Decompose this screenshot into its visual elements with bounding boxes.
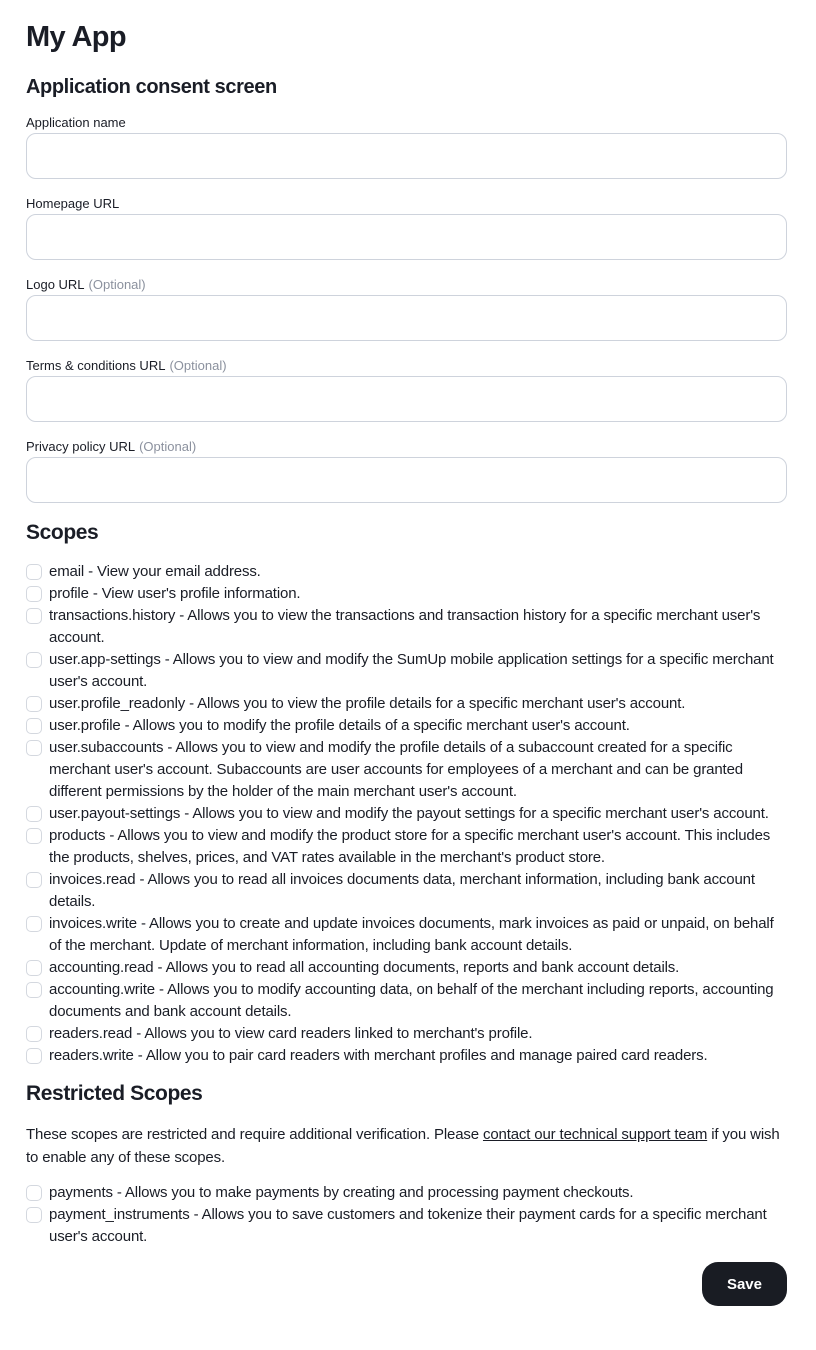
- restricted-scopes-list: [26, 1182, 787, 1248]
- field-logo-url: [26, 277, 787, 341]
- scope-checkbox[interactable]: [26, 1185, 42, 1201]
- contact-support-link[interactable]: contact our technical support team: [482, 1126, 708, 1143]
- scope-item: [26, 1204, 787, 1248]
- save-button[interactable]: Save: [702, 1262, 787, 1306]
- consent-screen-section-title: Application consent screen: [26, 76, 277, 98]
- scope-checkbox[interactable]: [26, 1026, 42, 1042]
- scope-label: readers.write - Allow you to pair card readers with merchant profiles and manage paired card readers.: [49, 1047, 708, 1064]
- terms-url-input[interactable]: [26, 376, 787, 422]
- scope-item: [26, 693, 787, 715]
- scope-checkbox[interactable]: [26, 1207, 42, 1223]
- scope-item: [26, 825, 787, 869]
- scope-item: [26, 979, 787, 1023]
- scope-label: email - View your email address.: [49, 563, 261, 580]
- scope-label: products - Allows you to view and modify the product store for a specific merchant user's account. This includes the products, shelves, prices, and VAT rates available in the merchant's product store.: [49, 827, 771, 866]
- scope-item: [26, 957, 787, 979]
- scope-label: user.profile - Allows you to modify the profile details of a specific merchant user's account.: [49, 717, 630, 734]
- scope-checkbox[interactable]: [26, 696, 42, 712]
- scope-checkbox[interactable]: [26, 740, 42, 756]
- privacy-policy-url-label: Privacy policy URL (Optional): [26, 439, 197, 454]
- scope-item: [26, 869, 787, 913]
- scope-item: [26, 913, 787, 957]
- terms-url-label: Terms & conditions URL (Optional): [26, 358, 227, 373]
- scope-label: payments - Allows you to make payments by creating and processing payment checkouts.: [49, 1184, 634, 1201]
- page-title: My App: [26, 21, 127, 53]
- scope-label: accounting.read - Allows you to read all accounting documents, reports and bank account details.: [49, 959, 680, 976]
- scopes-list: [26, 561, 787, 1067]
- scope-checkbox[interactable]: [26, 718, 42, 734]
- scope-checkbox[interactable]: [26, 916, 42, 932]
- scope-item: [26, 649, 787, 693]
- scope-item: [26, 715, 787, 737]
- field-terms-url: [26, 358, 787, 422]
- scope-item: [26, 561, 787, 583]
- scope-checkbox[interactable]: [26, 1048, 42, 1064]
- scope-label: user.payout-settings - Allows you to view and modify the payout settings for a specific merchant user's account.: [49, 805, 769, 822]
- scopes-heading: Scopes: [26, 521, 99, 544]
- scope-item: [26, 1045, 787, 1067]
- scope-checkbox[interactable]: [26, 806, 42, 822]
- field-homepage-url: [26, 196, 787, 260]
- logo-url-label: Logo URL (Optional): [26, 277, 146, 292]
- homepage-url-label: Homepage URL: [26, 196, 120, 211]
- scope-label: invoices.read - Allows you to read all invoices documents data, merchant information, including bank account details.: [49, 871, 755, 910]
- application-name-label: Application name: [26, 115, 126, 130]
- field-application-name: [26, 115, 787, 179]
- scope-label: profile - View user's profile information.: [49, 585, 301, 602]
- scope-item: [26, 583, 787, 605]
- scopes-section: [26, 520, 787, 1067]
- scope-label: user.profile_readonly - Allows you to view the profile details for a specific merchant user's account.: [49, 695, 686, 712]
- scope-label: user.subaccounts - Allows you to view and modify the profile details of a subaccount created for a specific merchant user's account. Subaccounts are user accounts for employees of a merchant and can be granted different permissions by the holder of the main merchant user's account.: [49, 739, 743, 800]
- scope-checkbox[interactable]: [26, 586, 42, 602]
- field-privacy-policy-url: [26, 439, 787, 503]
- scope-label: accounting.write - Allows you to modify accounting data, on behalf of the merchant including reports, accounting documents and bank account details.: [49, 981, 774, 1020]
- scope-checkbox[interactable]: [26, 872, 42, 888]
- scope-item: [26, 605, 787, 649]
- logo-url-input[interactable]: [26, 295, 787, 341]
- scope-item: [26, 737, 787, 803]
- scope-label: payment_instruments - Allows you to save customers and tokenize their payment cards for a specific merchant user's account.: [49, 1206, 767, 1245]
- scope-label: invoices.write - Allows you to create and update invoices documents, mark invoices as paid or unpaid, on behalf of the merchant. Update of merchant information, including bank account details.: [49, 915, 774, 954]
- footer-actions: [26, 1262, 787, 1306]
- restricted-scopes-note: These scopes are restricted and require additional verification. Please contact our technical support team if you wish to enable any of these scopes.: [26, 1126, 780, 1166]
- scope-label: readers.read - Allows you to view card readers linked to merchant's profile.: [49, 1025, 533, 1042]
- scope-item: [26, 1023, 787, 1045]
- scope-item: [26, 1182, 787, 1204]
- scope-label: user.app-settings - Allows you to view and modify the SumUp mobile application settings for a specific merchant user's account.: [49, 651, 774, 690]
- scope-item: [26, 803, 787, 825]
- restricted-scopes-heading: Restricted Scopes: [26, 1082, 203, 1105]
- scope-checkbox[interactable]: [26, 608, 42, 624]
- scope-checkbox[interactable]: [26, 982, 42, 998]
- restricted-scopes-section: [26, 1081, 787, 1248]
- scope-checkbox[interactable]: [26, 960, 42, 976]
- homepage-url-input[interactable]: [26, 214, 787, 260]
- scope-label: transactions.history - Allows you to view the transactions and transaction history for a specific merchant user's account.: [49, 607, 761, 646]
- scope-checkbox[interactable]: [26, 564, 42, 580]
- scope-checkbox[interactable]: [26, 652, 42, 668]
- application-name-input[interactable]: [26, 133, 787, 179]
- privacy-policy-url-input[interactable]: [26, 457, 787, 503]
- scope-checkbox[interactable]: [26, 828, 42, 844]
